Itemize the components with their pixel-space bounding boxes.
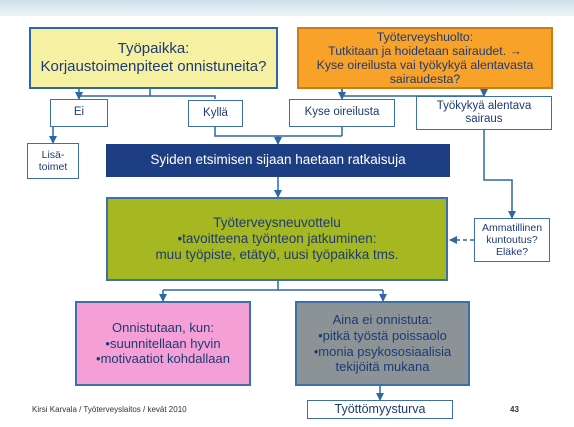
workplace-question: Korjaustoimenpiteet onnistuneita? — [40, 58, 267, 75]
rehabilitation-box — [474, 218, 550, 262]
failure-title: Aina ei onnistuta: — [332, 312, 433, 328]
unemployment-label: Työttömyysturva — [334, 402, 426, 416]
negotiation-line-3: muu työpiste, etätyö, uusi työpaikka tms. — [155, 247, 399, 263]
health-service-box — [297, 27, 553, 89]
option-ei-label: Ei — [73, 106, 85, 119]
health-line-2: Tutkitaan ja hoidetaan sairaudet. → — [328, 43, 522, 58]
negotiation-title: Työterveysneuvottelu — [213, 214, 341, 230]
rehabilitation-line-3: Eläke? — [495, 246, 529, 259]
success-box — [75, 301, 251, 386]
failure-box — [295, 301, 470, 386]
rehabilitation-line-1: Ammatillinen — [481, 221, 543, 234]
health-line-3: Kyse oireilusta vai työkykyä alentavasta — [316, 58, 534, 72]
health-line-4: sairaudesta? — [389, 72, 461, 87]
workplace-box — [29, 27, 278, 89]
unemployment-box — [307, 400, 453, 419]
lisatoimet-line-1: Lisä- — [41, 148, 65, 161]
solutions-banner-text: Syiden etsimisen sijaan haetaan ratkaisuja — [150, 152, 406, 168]
rehabilitation-line-2: kuntoutus? — [486, 233, 538, 246]
success-line-2: •suunnitellaan hyvin — [105, 335, 221, 351]
option-kylla-label: Kyllä — [203, 106, 228, 119]
success-line-3: •motivaatiot kohdallaan — [96, 351, 230, 367]
option-kyse-oireilusta — [289, 99, 395, 127]
footer-author: Kirsi Karvala / Työterveyslaitos / kevät 2010 — [32, 405, 187, 414]
negotiation-line-2: •tavoitteena työnteon jatkuminen: — [177, 230, 377, 246]
option-kylla — [188, 100, 243, 127]
solutions-banner — [106, 144, 450, 177]
option-ei — [50, 99, 108, 127]
option-tyokyky-line-2: sairaus — [465, 113, 503, 125]
connector-workplace-branch — [79, 89, 215, 99]
failure-line-4: tekijöitä mukana — [335, 359, 430, 375]
option-tyokyky-line-1: Työkykyä alentava — [436, 99, 532, 112]
connector-health-branch — [342, 89, 484, 96]
option-tyokyky-alentava — [416, 96, 552, 130]
failure-line-3: •monia psykososiaalisia — [313, 343, 452, 359]
option-kyse-label: Kyse oireilusta — [304, 106, 380, 119]
connector-kylla-syiden — [215, 127, 342, 136]
health-title: Työterveyshuolto: — [376, 29, 474, 44]
failure-line-2: •pitkä työstä poissaolo — [318, 327, 447, 343]
success-title: Onnistutaan, kun: — [112, 320, 214, 336]
lisatoimet-box — [27, 143, 79, 179]
workplace-title: Työpaikka: — [117, 40, 190, 57]
negotiation-box — [106, 197, 448, 281]
connector-tyokyky-ammatillinen — [484, 130, 512, 218]
lisatoimet-line-2: toimet — [38, 161, 68, 173]
page-number: 43 — [510, 405, 519, 414]
